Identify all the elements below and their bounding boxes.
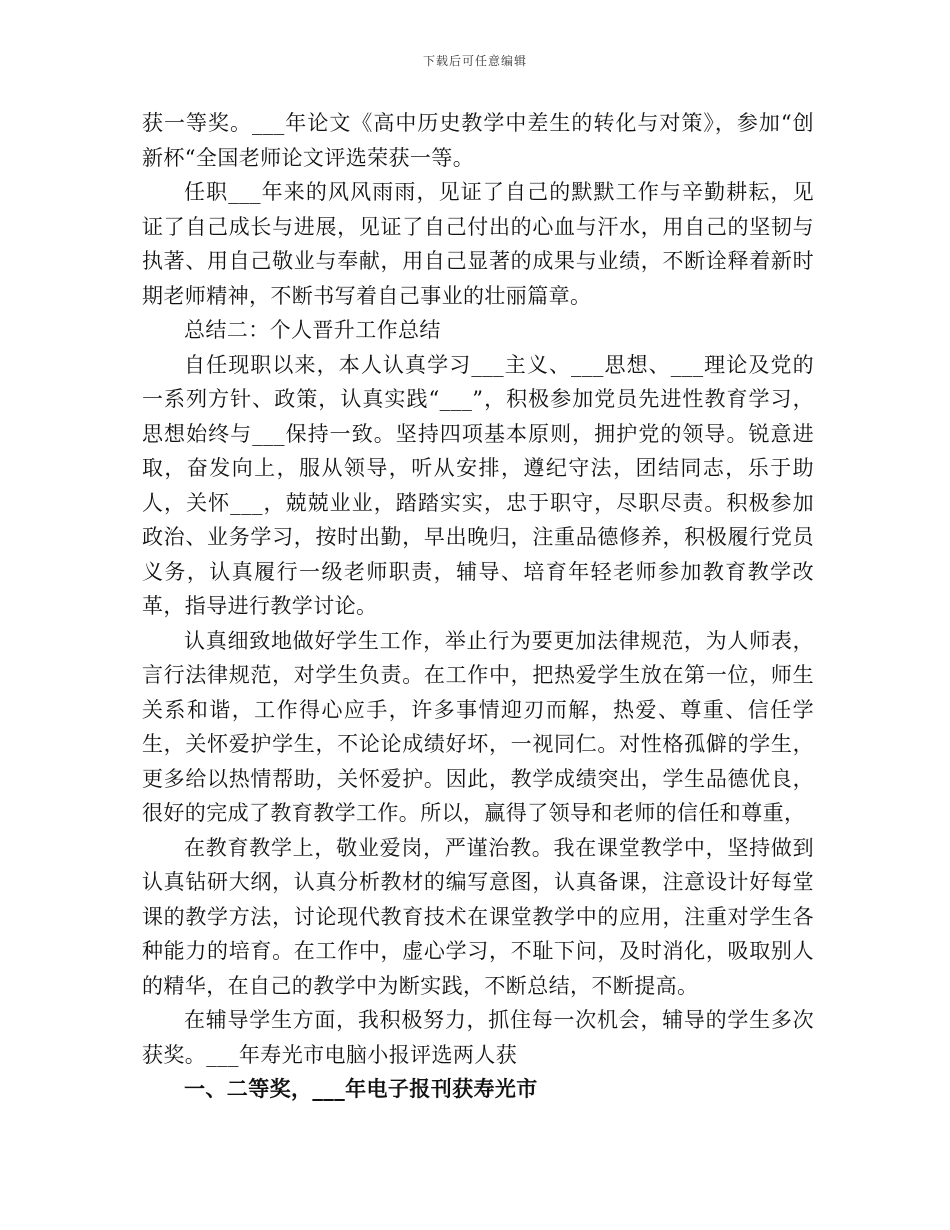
paragraph-1: 获一等奖。___年论文《高中历史教学中差生的转化与对策》，参加“创新杯“全国老师论文评选荣获一等。 xyxy=(142,111,814,170)
document-body xyxy=(142,106,814,1107)
paragraph-3: 自任现职以来，本人认真学习___主义、___思想、___理论及党的一系列方针、政策，认真实践“___”，积极参加党员先进性教育学习，思想始终与___保持一致。坚持四项基本原则，拥护党的领导。锐意进取，奋发向上，服从领导，听从安排，遵纪守法，团结同志，乐于助人，关怀___，兢兢业业，踏踏实实，忠于职守，尽职尽责。积极参加政治、业务学习，按时出勤，早出晚归，注重品德修养，积极履行党员义务，认真履行一级老师职责，辅导、培育年轻老师参加教育教学改革，指导进行教学讨论。 xyxy=(142,352,814,618)
paragraph-2: 任职___年来的风风雨雨，见证了自己的默默工作与辛勤耕耘，见证了自己成长与进展，见证了自己付出的心血与汗水，用自己的坚韧与执著、用自己敬业与奉献，用自己显著的成果与业绩，不断诠释着新时期老师精神，不断书写着自己事业的壮丽篇章。 xyxy=(142,180,814,308)
page-header: 下载后可任意编辑 xyxy=(422,54,527,68)
paragraph-4: 认真细致地做好学生工作，举止行为要更加法律规范，为人师表，言行法律规范，对学生负责。在工作中，把热爱学生放在第一位，师生关系和谐，工作得心应手，许多事情迎刃而解，热爱、尊重、信任学生，关怀爱护学生，不论论成绩好坏，一视同仁。对性格孤僻的学生，更多给以热情帮助，关怀爱护。因此，教学成绩突出，学生品德优良，很好的完成了教育教学工作。所以，赢得了领导和老师的信任和尊重， xyxy=(142,628,814,825)
paragraph-5: 在教育教学上，敬业爱岗，严谨治教。我在课堂教学中，坚持做到认真钻研大纲，认真分析教材的编写意图，认真备课，注意设计好每堂课的教学方法，讨论现代教育技术在课堂教学中的应用，注重对学生各种能力的培育。在工作中，虚心学习，不耻下问，及时消化，吸取别人的精华，在自己的教学中为断实践，不断总结，不断提高。 xyxy=(142,835,814,998)
bold-line: 一、二等奖，___年电子报刊获寿光市 xyxy=(184,1076,538,1101)
paragraph-6: 在辅导学生方面，我积极努力，抓住每一次机会，辅导的学生多次获奖。___年寿光市电脑小报评选两人获 xyxy=(142,1008,814,1067)
section-heading: 总结二：个人晋升工作总结 xyxy=(184,318,441,342)
